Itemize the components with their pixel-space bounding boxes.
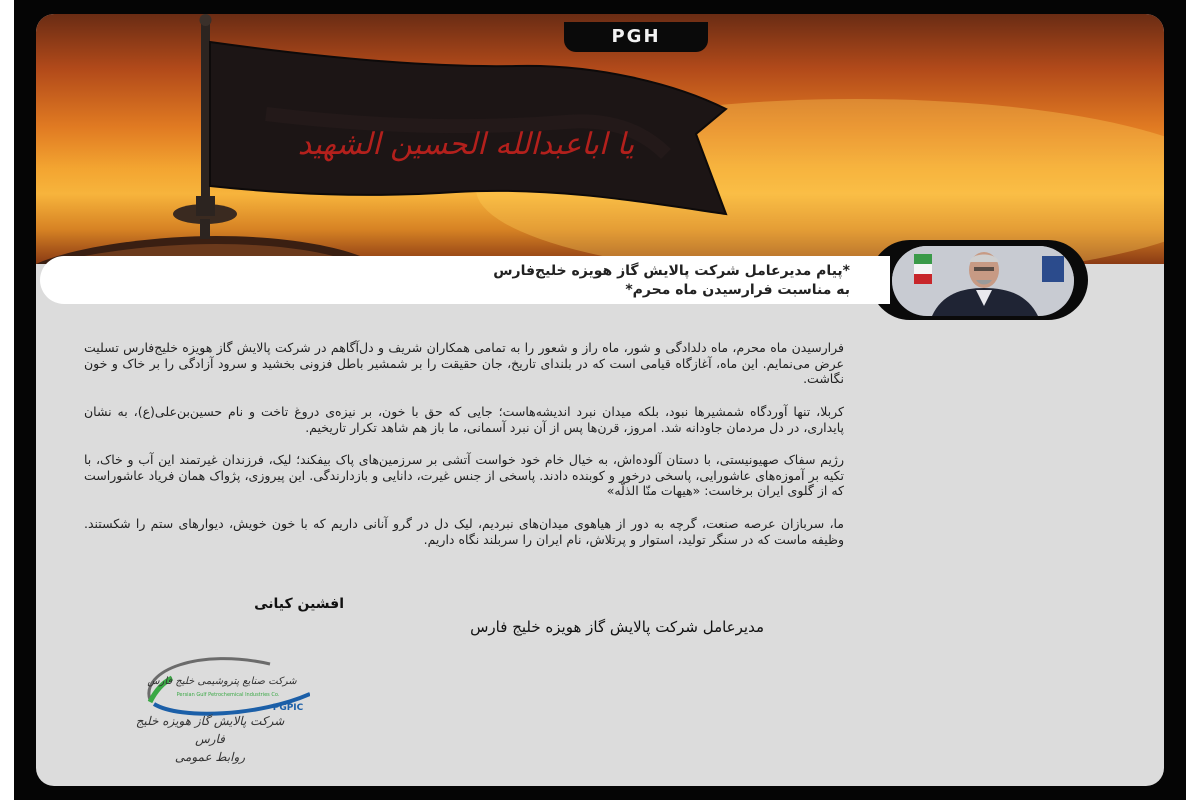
ceo-avatar xyxy=(892,246,1074,316)
brand-tab: PGH xyxy=(564,22,708,52)
portrait-illustration xyxy=(892,246,1074,316)
logo-caption-line-1: شرکت پالایش گاز هویزه خلیج فارس xyxy=(135,714,285,746)
paragraph-2: کربلا، تنها آوردگاه شمشیرها نبود، بلکه میدان نبرد اندیشه‌هاست؛ جایی که حق با خون، بر نیزه‌ی دروغ تاخت و نام حسین‌بن‌علی(ع)، به نشان پایداری، در دل مردمان جاودانه شد. امروز، قرن‌ها پس از آن نبرد آسمانی، ما باز هم شاهد تکرار تاریخیم. xyxy=(84,404,844,435)
flag-calligraphy: یا اباعبدالله الحسین الشهید xyxy=(297,127,635,162)
logo-caption-line-2: روابط عمومی xyxy=(174,750,246,764)
title-pill xyxy=(40,256,890,304)
title-line-1: *پیام مدیرعامل شرکت پالایش گاز هویزه خلیج‌فارس xyxy=(493,263,850,279)
logo-acronym: PGPIC xyxy=(272,703,304,713)
logo-english-text: Persian Gulf Petrochemical Industries Co. xyxy=(176,692,280,698)
logo-arc-text: شرکت صنایع پتروشیمی خلیج فارس xyxy=(147,676,297,687)
title-line-2: به مناسبت فرارسیدن ماه محرم* xyxy=(625,282,850,298)
paragraph-4: ما، سربازان عرصه صنعت، گرچه به دور از هیاهوی میدان‌های نبردیم، لیک دل در گرو آنانی داریم که با خون خویش، دیوارهای ستم را شکستند. وظیفه ماست که در سنگر تولید، استوار و پرتلاش، نام ایران را سربلند نگاه داریم. xyxy=(84,516,844,547)
paragraph-3: رژیم سفاک صهیونیستی، با دستان آلوده‌اش، به خیال خام خود خواست آتشی بر سرزمین‌های پاک بیفکند؛ لیک، فرزندان غیرتمند این آب و خاک، با تکیه بر آموزه‌های عاشورایی، پاسخی درخور و کوبنده دادند. پاسخی از جنس غیرت، دانایی و بازدارندگی. این پیروزی، پژواک همان فریاد عاشوراست که از گلوی ایران برخاست: «هیهات منّا الذلّه» xyxy=(84,452,844,498)
paragraph-1: فرارسیدن ماه محرم، ماه دلدادگی و شور، ماه راز و شعور را به تمامی همکاران شریف و دل‌آگاهم در شرکت پالایش گاز هویزه خلیج‌فارس تسلیت عرض می‌نمایم. این ماه، آغازگاه قیامی است که در بلندای تاریخ، جان حقیقت را بر شمشیر باطل فزونی بخشید و سرود آزادگی را بر خاک و خون نگاشت. xyxy=(84,340,844,386)
logo-caption xyxy=(130,712,290,766)
signature-name: افشین کیانی xyxy=(254,596,344,612)
signature-role: مدیرعامل شرکت پالایش گاز هویزه خلیج فارس xyxy=(470,618,764,636)
logo-mark xyxy=(110,650,310,720)
